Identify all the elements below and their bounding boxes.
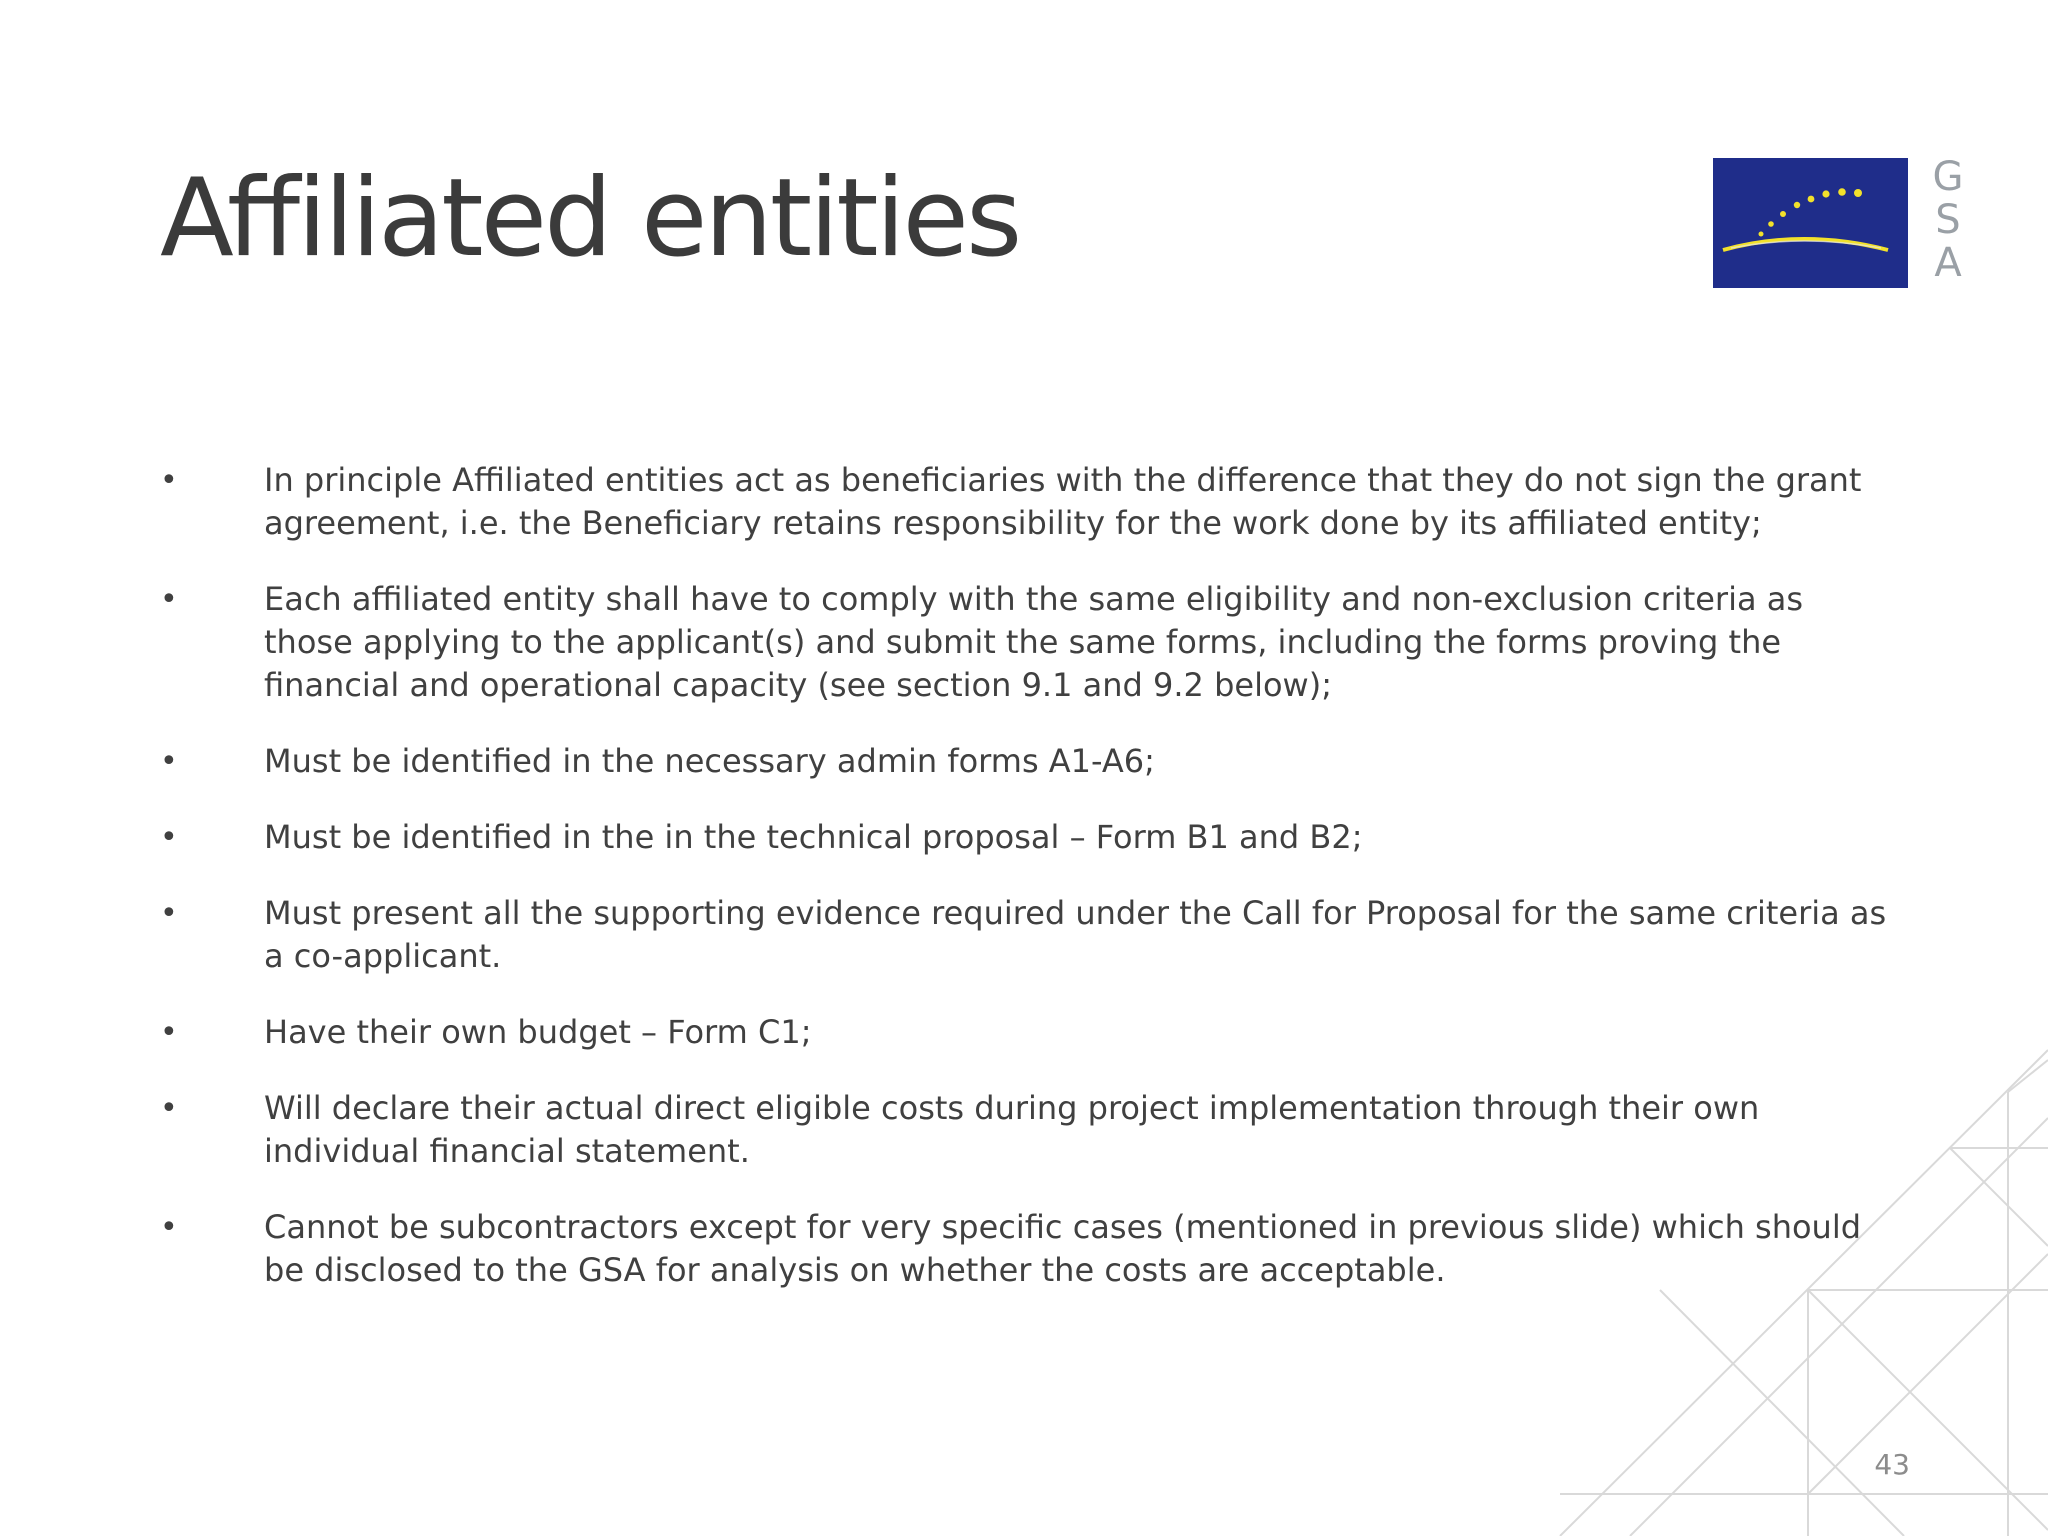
bullet-text: In principle Affiliated entities act as beneficiaries with the difference that they do not sign the grant agreement, i.e. the Beneficiary retains responsibility for the work done by its affiliated entity;: [264, 461, 1862, 542]
bullet-item: [150, 459, 1890, 545]
bullet-marker: •: [160, 1091, 178, 1126]
logo-letter-g: G: [1932, 154, 1964, 200]
logo-letter-a: A: [1934, 240, 1962, 286]
gsa-wordmark: [1928, 156, 1968, 290]
eu-flag-icon: [1713, 158, 1908, 288]
slide-title: Affiliated entities: [160, 156, 1020, 281]
bullet-item: [150, 892, 1890, 978]
bullet-item: [150, 578, 1890, 707]
bullet-text: Must be identified in the necessary admin forms A1-A6;: [264, 742, 1155, 780]
bullet-marker: •: [160, 1015, 178, 1050]
bullet-item: [150, 1011, 1890, 1054]
gsa-logo: [1713, 156, 1969, 290]
bullet-marker: •: [160, 896, 178, 931]
bullet-text: Must be identified in the in the technical proposal – Form B1 and B2;: [264, 818, 1363, 856]
bullet-text: Have their own budget – Form C1;: [264, 1013, 812, 1051]
bullet-text: Must present all the supporting evidence required under the Call for Proposal for the same criteria as a co-applicant.: [264, 894, 1887, 975]
bullet-item: [150, 816, 1890, 859]
logo-letter-s: S: [1935, 197, 1961, 243]
bullet-marker: •: [160, 1210, 178, 1245]
bullet-item: [150, 1206, 1890, 1292]
bullet-item: [150, 1087, 1890, 1173]
bullet-list: [150, 459, 1890, 1325]
bullet-text: Will declare their actual direct eligible costs during project implementation through their own individual financial statement.: [264, 1089, 1760, 1170]
page-number: 43: [1874, 1448, 1910, 1481]
bullet-marker: •: [160, 582, 178, 617]
bullet-text: Each affiliated entity shall have to comply with the same eligibility and non-exclusion criteria as those applying to the applicant(s) and submit the same forms, including the forms proving the financial and operational capacity (see section 9.1 and 9.2 below);: [264, 580, 1804, 704]
bullet-marker: •: [160, 744, 178, 779]
bullet-marker: •: [160, 820, 178, 855]
bullet-text: Cannot be subcontractors except for very specific cases (mentioned in previous slide) which should be disclosed to the GSA for analysis on whether the costs are acceptable.: [264, 1208, 1862, 1289]
bullet-marker: •: [160, 463, 178, 498]
bullet-item: [150, 740, 1890, 783]
